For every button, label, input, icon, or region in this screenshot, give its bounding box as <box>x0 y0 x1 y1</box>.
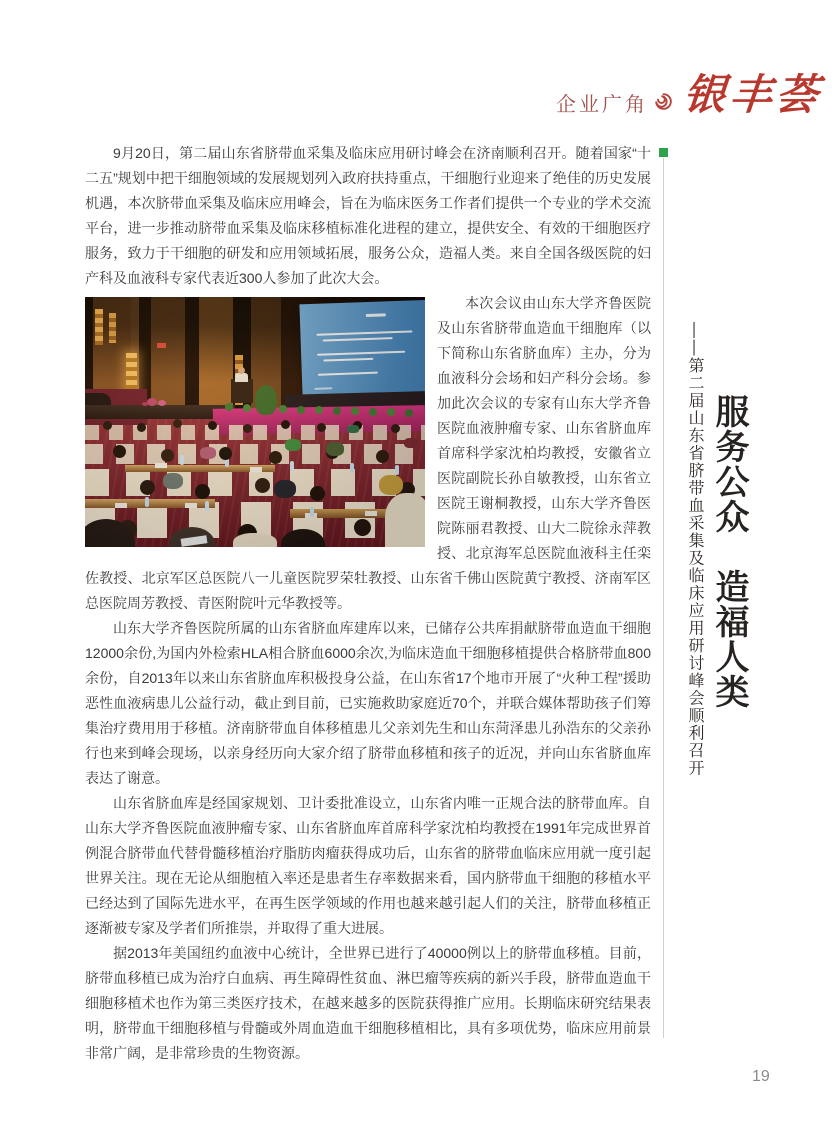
article-body <box>85 141 651 1066</box>
divider-green-marker <box>659 148 668 157</box>
swirl-logo-icon <box>653 91 674 112</box>
paragraph-4: 山东省脐血库是经国家规划、卫计委批准设立，山东省内唯一正规合法的脐带血库。自山东大学齐鲁医院血液肿瘤专家、山东省脐血库首席科学家沈柏均教授在1991年完成世界首例混合脐带血代替骨髓移植治疗脂肪肉瘤获得成功后，山东省的脐带血临床应用就一度引起世界关注。现在无论从细胞植入率还是患者生存率数据来看，国内脐带血干细胞的移植水平已经达到了国际先进水平，在再生医学领域的作用也越来越引起人们的关注，脐带血移植正逐渐被专家及学者们所推崇，并取得了重大进展。 <box>85 795 651 936</box>
sidebar-title: 服务公众 造福人类 <box>710 394 747 709</box>
brand-logo: 银丰荟 <box>681 73 824 119</box>
sidebar-subtitle: ——第二届山东省脐带血采集及临床应用研讨峰会顺利召开 <box>686 322 703 777</box>
section-label: 企业广角 <box>556 94 648 116</box>
paragraph-5: 据2013年美国纽约血液中心统计，全世界已进行了40000例以上的脐带血移植。目前，脐带血移植已成为治疗白血病、再生障碍性贫血、淋巴瘤等疾病的新兴手段，脐带血造血干细胞移植术也作为第三类医疗技术，在越来越多的医院获得推广应用。长期临床研究结果表明，脐带血干细胞移植与骨髓或外周血造血干细胞移植相比，具有多项优势，临床应用前景非常广阔，是非常珍贵的生物资源。 <box>85 945 651 1061</box>
paragraph-2: 本次会议由山东大学齐鲁医院及山东省脐带血造血干细胞库（以下简称山东省脐血库）主办，分为血液科分会场和妇产科分会场。参加此次会议的专家有山东大学齐鲁医院血液肿瘤专家、山东省脐血库首席科学家沈柏均教授，安徽省立医院副院长孙自敏教授，山东省立医院王谢桐教授，山东大学齐鲁医院陈丽君教授、山大二院徐永萍教授、北京海军总医院血液科主任栾佐教授、北京军区总医院八一儿童医院罗荣牡教授、山东省千佛山医院黄宁教授、济南军区总医院周芳教授、青医附院叶元华教授等。 <box>85 295 651 611</box>
paragraph-1: 9月20日，第二届山东省脐带血采集及临床应用研讨峰会在济南顺利召开。随着国家“十二五”规划中把干细胞领域的发展规划列入政府扶持重点，干细胞行业迎来了绝佳的历史发展机遇，本次脐带血采集及临床应用峰会，旨在为临床医务工作者们提供一个专业的学术交流平台，进一步推动脐带血采集及临床移植标准化进程的建立，提供安全、有效的干细胞医疗服务，致力于干细胞的研发和应用领域拓展，服务公众，造福人类。来自全国各级医院的妇产科及血液科专家代表近300人参加了此次大会。 <box>85 145 651 286</box>
photo-color-grade-overlay <box>85 297 425 547</box>
conference-photo <box>85 297 425 547</box>
paragraph-3: 山东大学齐鲁医院所属的山东省脐血库建库以来，已储存公共库捐献脐带血造血干细胞12000余份,为国内外检索HLA相合脐血6000余次,为临床造血干细胞移植提供合格脐带血800余份，自2013年以来山东省脐血库积极投身公益，在山东省17个地市开展了“火种工程”援助恶性血液病患儿公益行动，截止到目前，已实施救助家庭近70个，并联合媒体帮助孩子们筹集治疗费用用于移植。济南脐带血自体移植患儿父亲刘先生和山东菏泽患儿孙浩东的父亲孙行也来到峰会现场，以亲身经历向大家介绍了脐带血移植和孩子的近况，并向山东省脐血库表达了谢意。 <box>85 620 651 786</box>
divider-line <box>663 158 664 1038</box>
page-number: 19 <box>752 1068 770 1085</box>
